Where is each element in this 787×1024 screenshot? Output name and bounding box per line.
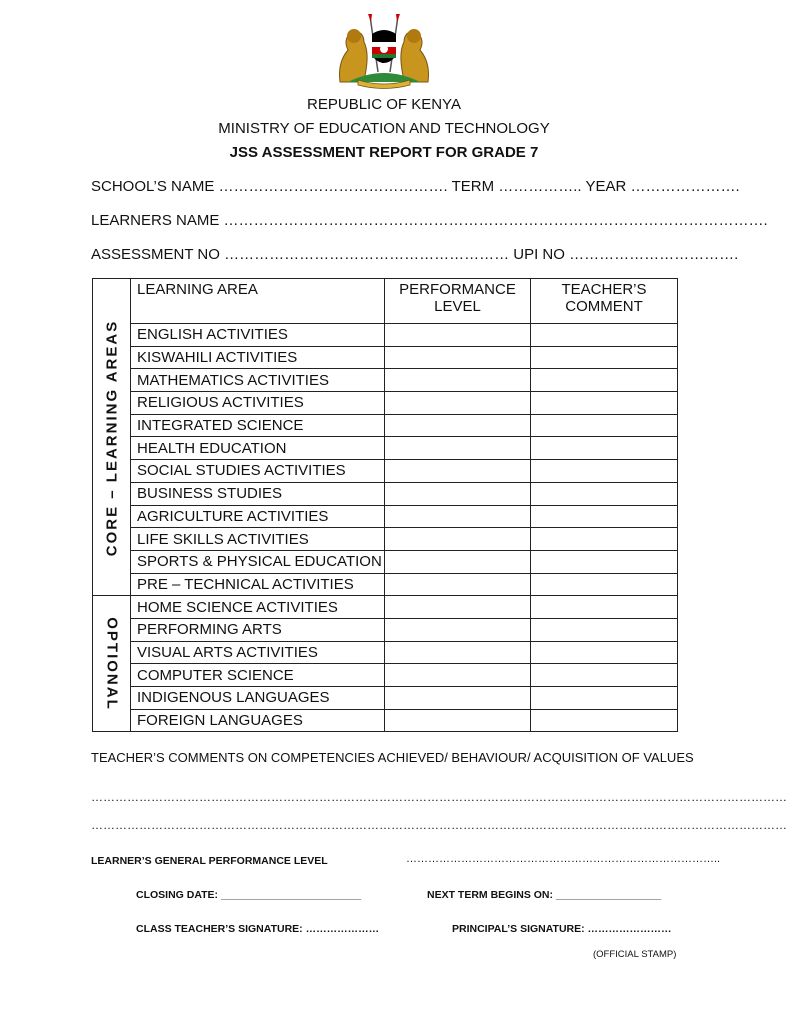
table-row — [93, 324, 678, 347]
subject-name: AGRICULTURE ACTIVITIES — [131, 505, 385, 528]
teacher-comment-cell[interactable] — [531, 392, 678, 415]
republic-heading: REPUBLIC OF KENYA — [307, 96, 461, 113]
subject-name: BUSINESS STUDIES — [131, 482, 385, 505]
performance-level-cell[interactable] — [385, 641, 531, 664]
comments-heading: TEACHER’S COMMENTS ON COMPETENCIES ACHIEVED/ BEHAVIOUR/ ACQUISITION OF VALUES — [91, 750, 694, 765]
table-row — [93, 369, 678, 392]
subject-name: KISWAHILI ACTIVITIES — [131, 346, 385, 369]
subject-name: HEALTH EDUCATION — [131, 437, 385, 460]
teacher-comment-cell[interactable] — [531, 414, 678, 437]
subject-name: PRE – TECHNICAL ACTIVITIES — [131, 573, 385, 596]
teacher-comment-cell[interactable] — [531, 687, 678, 710]
closing-date-field[interactable]: CLOSING DATE: ________________________ — [136, 889, 362, 901]
performance-level-cell[interactable] — [385, 414, 531, 437]
class-teacher-signature[interactable]: CLASS TEACHER’S SIGNATURE: ………………… — [136, 923, 380, 935]
performance-level-cell[interactable] — [385, 709, 531, 732]
general-performance-label: LEARNER’S GENERAL PERFORMANCE LEVEL — [91, 855, 328, 867]
table-row — [93, 550, 678, 573]
teacher-comment-cell[interactable] — [531, 641, 678, 664]
performance-level-cell[interactable] — [385, 392, 531, 415]
subject-name: INDIGENOUS LANGUAGES — [131, 687, 385, 710]
subject-name: VISUAL ARTS ACTIVITIES — [131, 641, 385, 664]
subject-name: MATHEMATICS ACTIVITIES — [131, 369, 385, 392]
performance-level-cell[interactable] — [385, 550, 531, 573]
table-header-row — [93, 279, 678, 324]
subject-name: FOREIGN LANGUAGES — [131, 709, 385, 732]
teacher-comment-cell[interactable] — [531, 528, 678, 551]
teacher-comment-cell[interactable] — [531, 482, 678, 505]
subject-name: HOME SCIENCE ACTIVITIES — [131, 596, 385, 619]
performance-level-cell[interactable] — [385, 324, 531, 347]
performance-level-cell[interactable] — [385, 573, 531, 596]
table-row — [93, 482, 678, 505]
school-name-field[interactable]: SCHOOL’S NAME ………………………………………. TERM …………….. YEAR …………………. — [91, 178, 740, 195]
performance-level-cell[interactable] — [385, 664, 531, 687]
teacher-comment-cell[interactable] — [531, 664, 678, 687]
subject-name: SPORTS & PHYSICAL EDUCATION — [131, 550, 385, 573]
performance-level-cell[interactable] — [385, 505, 531, 528]
core-section-label: CORE – LEARNING AREAS — [103, 320, 120, 557]
performance-level-header — [385, 279, 531, 324]
subject-name: COMPUTER SCIENCE — [131, 664, 385, 687]
table-row — [93, 528, 678, 551]
subject-name: LIFE SKILLS ACTIVITIES — [131, 528, 385, 551]
principal-signature[interactable]: PRINCIPAL’S SIGNATURE: …………………… — [452, 923, 672, 935]
corner-cell — [93, 279, 131, 324]
table-row — [93, 346, 678, 369]
table-row — [93, 573, 678, 596]
performance-level-cell[interactable] — [385, 437, 531, 460]
teacher-comment-cell[interactable] — [531, 709, 678, 732]
table-row — [93, 618, 678, 641]
general-performance-field[interactable]: ………………………………………………………………………….. — [406, 853, 721, 865]
performance-level-cell[interactable] — [385, 346, 531, 369]
performance-level-cell[interactable] — [385, 687, 531, 710]
performance-level-cell[interactable] — [385, 460, 531, 483]
subject-name: ENGLISH ACTIVITIES — [131, 324, 385, 347]
learner-name-field[interactable]: LEARNERS NAME ………………………………………………………………………………………………. — [91, 212, 768, 229]
teacher-comment-cell[interactable] — [531, 369, 678, 392]
table-row — [93, 505, 678, 528]
official-stamp-label: (OFFICIAL STAMP) — [593, 949, 677, 960]
comments-line-2[interactable]: ………………………………………………………………………………………………………………………………………………………… — [91, 818, 787, 832]
subject-name: PERFORMING ARTS — [131, 618, 385, 641]
optional-section-label: OPTIONAL — [103, 617, 120, 711]
table-row — [93, 641, 678, 664]
subject-name: RELIGIOUS ACTIVITIES — [131, 392, 385, 415]
next-term-field[interactable]: NEXT TERM BEGINS ON: __________________ — [427, 889, 662, 901]
teacher-comment-cell[interactable] — [531, 437, 678, 460]
teacher-comment-cell[interactable] — [531, 550, 678, 573]
table-row — [93, 664, 678, 687]
coat-of-arms-emblem — [334, 12, 434, 88]
comments-line-1[interactable]: ………………………………………………………………………………………………………………………………………………………… — [91, 790, 787, 804]
teacher-comment-cell[interactable] — [531, 618, 678, 641]
teacher-comment-cell[interactable] — [531, 346, 678, 369]
subject-name: INTEGRATED SCIENCE — [131, 414, 385, 437]
teacher-comment-cell[interactable] — [531, 596, 678, 619]
assessment-no-field[interactable]: ASSESSMENT NO ………………………………………………… UPI NO ……………………………. — [91, 246, 739, 263]
performance-header-line: LEVEL — [434, 298, 481, 315]
table-row — [93, 392, 678, 415]
comment-header-line: COMMENT — [565, 298, 643, 315]
core-section-label-cell — [93, 320, 131, 596]
subject-name: SOCIAL STUDIES ACTIVITIES — [131, 460, 385, 483]
performance-level-cell[interactable] — [385, 596, 531, 619]
teacher-comment-header — [531, 279, 678, 324]
table-row — [93, 437, 678, 460]
teacher-comment-cell[interactable] — [531, 505, 678, 528]
teacher-comment-cell[interactable] — [531, 460, 678, 483]
teacher-comment-cell[interactable] — [531, 573, 678, 596]
teacher-comment-cell[interactable] — [531, 324, 678, 347]
performance-level-cell[interactable] — [385, 528, 531, 551]
table-row — [93, 414, 678, 437]
performance-header-line: PERFORMANCE — [399, 281, 516, 298]
table-row — [93, 687, 678, 710]
performance-level-cell[interactable] — [385, 369, 531, 392]
performance-level-cell[interactable] — [385, 482, 531, 505]
table-row — [93, 596, 678, 619]
learning-area-header: LEARNING AREA — [131, 279, 385, 324]
table-row — [93, 460, 678, 483]
assessment-table — [92, 278, 678, 732]
comment-header-line: TEACHER’S — [561, 281, 647, 298]
ministry-heading: MINISTRY OF EDUCATION AND TECHNOLOGY — [218, 120, 550, 137]
optional-section-label-cell — [93, 596, 131, 732]
table-row — [93, 709, 678, 732]
performance-level-cell[interactable] — [385, 618, 531, 641]
report-title: JSS ASSESSMENT REPORT FOR GRADE 7 — [229, 144, 539, 161]
